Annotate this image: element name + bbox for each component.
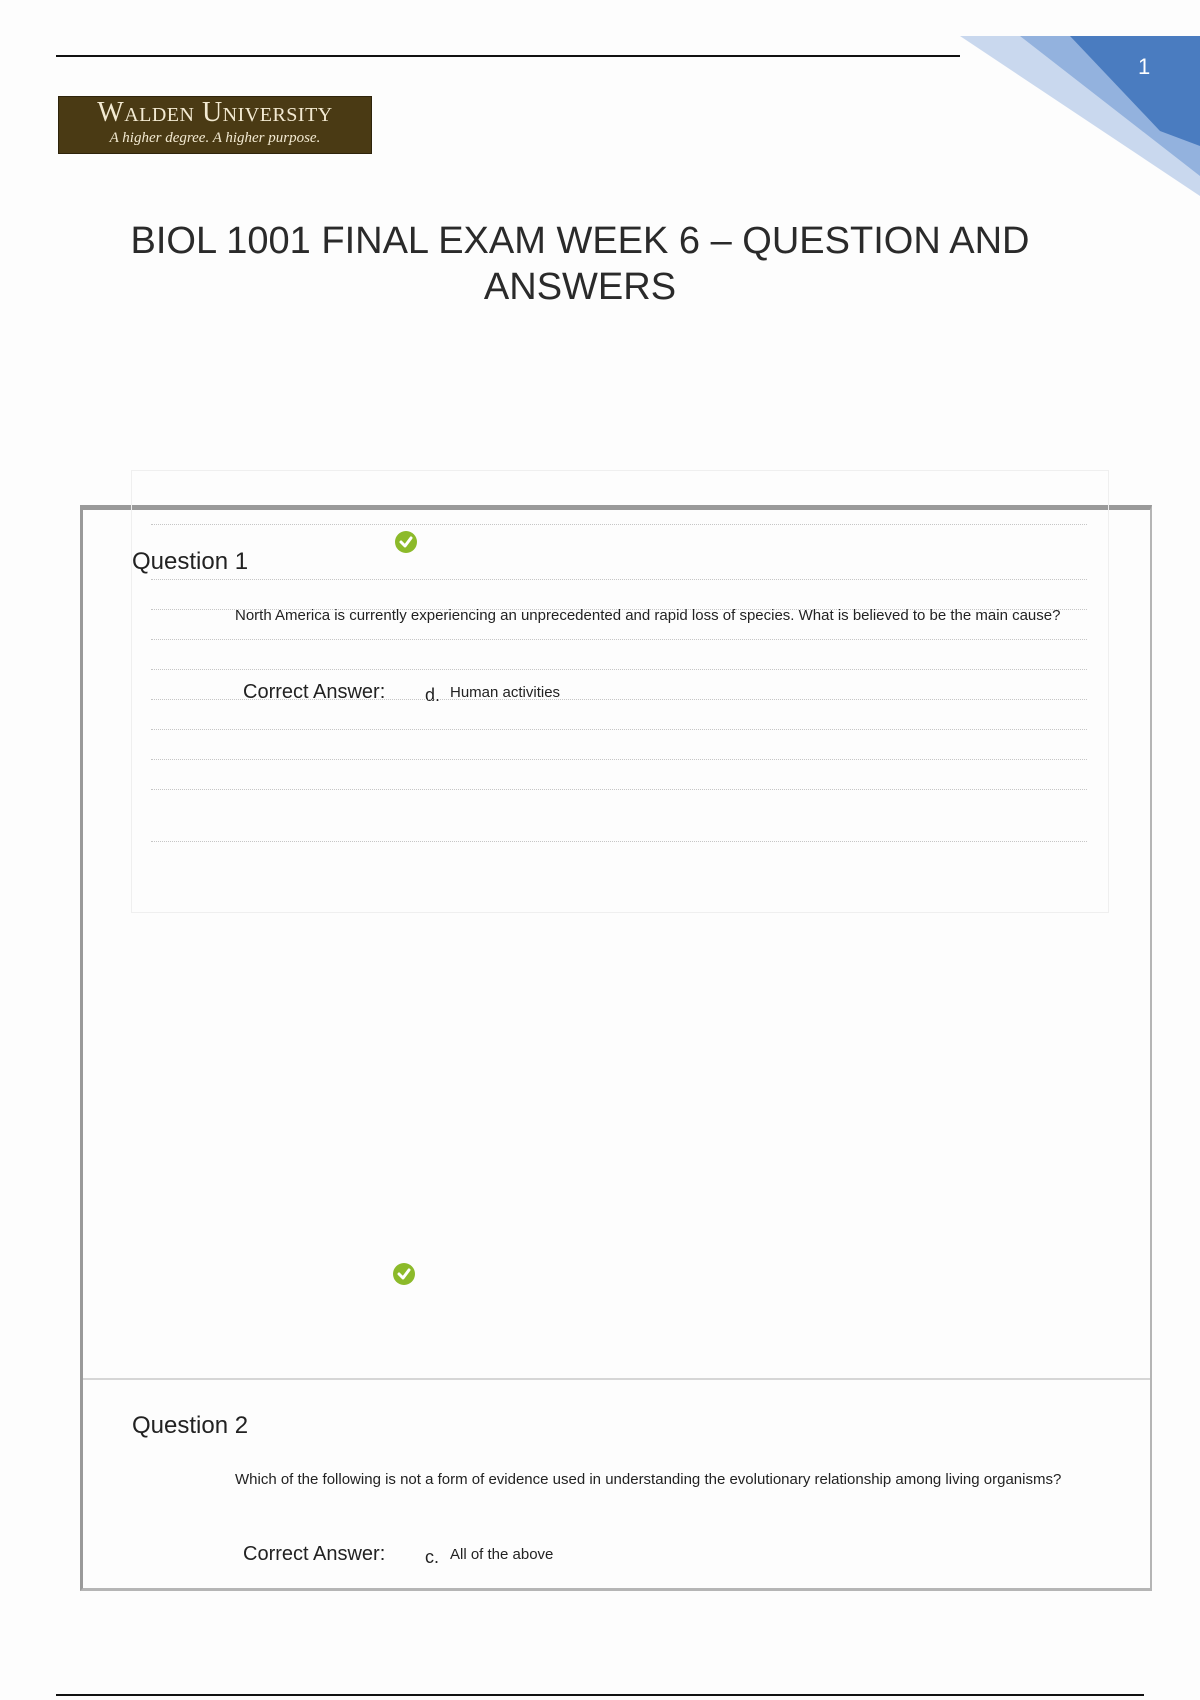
dotted-divider — [151, 729, 1087, 730]
page-number: 1 — [1138, 54, 1151, 79]
check-circle-icon — [395, 531, 417, 553]
dotted-divider — [151, 699, 1087, 700]
question-1-label: Question 1 — [132, 548, 249, 575]
question-2-text: Which of the following is not a form of evidence used in understanding the evolutionary relationship among living organisms? — [235, 1471, 1062, 1488]
questions-panel — [80, 505, 1152, 1591]
logo-name: Walden University — [97, 97, 333, 128]
footer-rule — [56, 1694, 1144, 1696]
document-title: BIOL 1001 FINAL EXAM WEEK 6 – QUESTION AND ANSWERS — [130, 220, 1030, 308]
dotted-divider — [151, 759, 1087, 760]
page-corner-decoration — [960, 36, 1200, 206]
question-2-answer-value: All of the above — [450, 1546, 554, 1563]
header-rule — [56, 55, 960, 57]
logo-tagline: A higher degree. A higher purpose. — [109, 130, 321, 146]
dotted-divider — [151, 669, 1087, 670]
dotted-divider — [151, 579, 1087, 580]
question-2-label: Question 2 — [132, 1412, 249, 1439]
question-1-text: North America is currently experiencing an unprecedented and rapid loss of species. What is believed to be the main cause? — [235, 607, 1061, 624]
question-1-answer-label: Correct Answer: — [243, 681, 386, 703]
dotted-divider — [151, 789, 1087, 790]
question-1-answer-value: Human activities — [450, 684, 561, 701]
question-2-answer-label: Correct Answer: — [243, 1543, 386, 1565]
question-2-answer-letter: c. — [425, 1547, 440, 1567]
dotted-divider — [151, 841, 1087, 842]
dotted-divider — [151, 639, 1087, 640]
check-circle-icon — [393, 1263, 415, 1285]
dotted-divider — [151, 524, 1087, 525]
question-1-answer-letter: d. — [425, 685, 441, 705]
question-divider — [83, 1378, 1150, 1380]
university-logo — [58, 96, 372, 154]
